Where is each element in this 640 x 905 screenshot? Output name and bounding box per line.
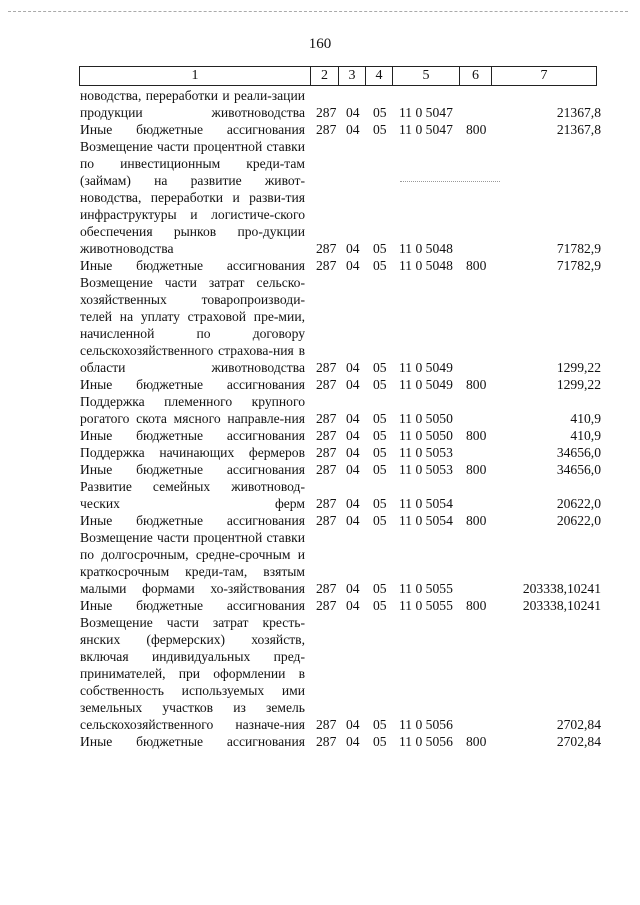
row-code-cs: 11 0 5055 <box>399 581 453 596</box>
row-code-rz: 04 <box>346 734 360 749</box>
table-row <box>80 614 610 733</box>
row-amount: 2702,84 <box>556 734 601 749</box>
row-code-rz: 04 <box>346 122 360 137</box>
row-description: Возмещение части затрат сельско-хозяйственных товаропроизводи-телей на уплату страховой пре-мии, начисленной по договору сельскохозяйственного страхова-ния в области животноводства <box>80 275 305 375</box>
row-code-rz: 04 <box>346 428 360 443</box>
header-col-1: 1 <box>80 67 311 86</box>
row-description: Иные бюджетные ассигнования <box>80 377 305 392</box>
table-row <box>80 597 610 614</box>
row-code-gr: 287 <box>316 445 337 460</box>
header-col-2: 2 <box>311 67 339 86</box>
row-description: Иные бюджетные ассигнования <box>80 258 305 273</box>
row-amount: 203338,10241 <box>522 581 601 596</box>
row-description: Иные бюджетные ассигнования <box>80 462 305 477</box>
row-code-pr: 05 <box>373 377 387 392</box>
table-row <box>80 274 610 376</box>
row-code-cs: 11 0 5050 <box>399 428 453 443</box>
row-amount: 1299,22 <box>556 360 601 375</box>
row-amount: 21367,8 <box>556 105 601 120</box>
row-code-pr: 05 <box>373 598 387 613</box>
scan-artifact-top <box>8 11 628 12</box>
row-code-rz: 04 <box>346 241 360 256</box>
row-code-rz: 04 <box>346 411 360 426</box>
page-number: 160 <box>308 36 332 52</box>
row-code-pr: 05 <box>373 581 387 596</box>
row-code-rz: 04 <box>346 105 360 120</box>
header-col-4: 4 <box>366 67 393 86</box>
row-code-cs: 11 0 5054 <box>399 496 453 511</box>
row-code-cs: 11 0 5056 <box>399 734 453 749</box>
row-code-cs: 11 0 5056 <box>399 717 453 732</box>
table-row <box>80 393 610 427</box>
row-code-cs: 11 0 5049 <box>399 360 453 375</box>
row-description: Возмещение части затрат кресть-янских (фермерских) хозяйств, включая индивидуальных пред-принимателей, при оформлении в собственность используемых ими земельных участков из земель сельскохозяйственного назначе-ния <box>80 615 305 732</box>
row-code-pr: 05 <box>373 496 387 511</box>
row-description: Возмещение части процентной ставки по долгосрочным, средне-срочным и краткосрочным креди-там, взятым малыми формами хо-зяйствования <box>80 530 305 596</box>
row-code-gr: 287 <box>316 581 337 596</box>
row-amount: 21367,8 <box>556 122 601 137</box>
header-col-7: 7 <box>492 67 597 86</box>
row-amount: 34656,0 <box>556 462 601 477</box>
row-code-vr: 800 <box>466 598 487 613</box>
row-code-pr: 05 <box>373 258 387 273</box>
row-code-gr: 287 <box>316 428 337 443</box>
row-code-pr: 05 <box>373 122 387 137</box>
row-code-gr: 287 <box>316 513 337 528</box>
row-code-cs: 11 0 5047 <box>399 105 453 120</box>
row-amount: 203338,10241 <box>522 598 601 613</box>
row-description: Поддержка племенного крупного рогатого скота мясного направле-ния <box>80 394 305 426</box>
table-row <box>80 376 610 393</box>
row-code-vr: 800 <box>466 428 487 443</box>
row-code-gr: 287 <box>316 598 337 613</box>
row-description: Иные бюджетные ассигнования <box>80 513 305 528</box>
row-code-gr: 287 <box>316 411 337 426</box>
row-description: новодства, переработки и реали-зации продукции животноводства <box>80 88 305 120</box>
row-code-rz: 04 <box>346 717 360 732</box>
row-code-gr: 287 <box>316 241 337 256</box>
row-code-rz: 04 <box>346 496 360 511</box>
row-code-vr: 800 <box>466 513 487 528</box>
table-row <box>80 733 610 750</box>
row-code-rz: 04 <box>346 360 360 375</box>
row-code-gr: 287 <box>316 717 337 732</box>
row-code-pr: 05 <box>373 411 387 426</box>
row-code-cs: 11 0 5053 <box>399 462 453 477</box>
row-code-cs: 11 0 5054 <box>399 513 453 528</box>
row-code-vr: 800 <box>466 462 487 477</box>
row-description: Развитие семейных животновод-ческих ферм <box>80 479 305 511</box>
row-code-pr: 05 <box>373 513 387 528</box>
scan-artifact-specks <box>400 181 500 184</box>
row-code-pr: 05 <box>373 717 387 732</box>
row-description: Иные бюджетные ассигнования <box>80 428 305 443</box>
row-code-cs: 11 0 5055 <box>399 598 453 613</box>
row-code-pr: 05 <box>373 445 387 460</box>
row-code-gr: 287 <box>316 462 337 477</box>
row-code-gr: 287 <box>316 258 337 273</box>
row-amount: 20622,0 <box>556 496 601 511</box>
row-code-cs: 11 0 5047 <box>399 122 453 137</box>
column-header-table <box>79 66 597 86</box>
row-code-rz: 04 <box>346 445 360 460</box>
row-code-cs: 11 0 5049 <box>399 377 453 392</box>
row-code-rz: 04 <box>346 513 360 528</box>
row-code-pr: 05 <box>373 241 387 256</box>
row-code-pr: 05 <box>373 360 387 375</box>
table-row <box>80 512 610 529</box>
header-col-6: 6 <box>460 67 492 86</box>
row-code-pr: 05 <box>373 462 387 477</box>
row-amount: 71782,9 <box>556 241 601 256</box>
row-description: Иные бюджетные ассигнования <box>80 734 305 749</box>
row-code-rz: 04 <box>346 258 360 273</box>
row-code-rz: 04 <box>346 598 360 613</box>
row-amount: 410,9 <box>570 428 601 443</box>
row-amount: 34656,0 <box>556 445 601 460</box>
row-code-gr: 287 <box>316 377 337 392</box>
row-code-vr: 800 <box>466 734 487 749</box>
row-code-pr: 05 <box>373 428 387 443</box>
table-row <box>80 529 610 597</box>
table-row <box>80 427 610 444</box>
row-amount: 2702,84 <box>556 717 601 732</box>
row-code-rz: 04 <box>346 462 360 477</box>
row-code-pr: 05 <box>373 734 387 749</box>
row-code-cs: 11 0 5048 <box>399 258 453 273</box>
header-col-3: 3 <box>339 67 366 86</box>
row-description: Иные бюджетные ассигнования <box>80 598 305 613</box>
row-amount: 1299,22 <box>556 377 601 392</box>
row-description: Иные бюджетные ассигнования <box>80 122 305 137</box>
row-code-pr: 05 <box>373 105 387 120</box>
row-code-gr: 287 <box>316 496 337 511</box>
table-row <box>80 461 610 478</box>
row-code-vr: 800 <box>466 122 487 137</box>
row-code-gr: 287 <box>316 734 337 749</box>
row-code-vr: 800 <box>466 258 487 273</box>
table-row <box>80 478 610 512</box>
row-amount: 410,9 <box>570 411 601 426</box>
row-code-cs: 11 0 5048 <box>399 241 453 256</box>
table-row <box>80 138 610 257</box>
row-code-rz: 04 <box>346 377 360 392</box>
row-code-gr: 287 <box>316 360 337 375</box>
row-amount: 20622,0 <box>556 513 601 528</box>
row-amount: 71782,9 <box>556 258 601 273</box>
table-row <box>80 87 610 121</box>
row-code-vr: 800 <box>466 377 487 392</box>
row-code-cs: 11 0 5053 <box>399 445 453 460</box>
table-row <box>80 257 610 274</box>
row-code-rz: 04 <box>346 581 360 596</box>
row-code-cs: 11 0 5050 <box>399 411 453 426</box>
table-row <box>80 121 610 138</box>
header-col-5: 5 <box>393 67 460 86</box>
budget-table-body <box>80 87 610 750</box>
table-row <box>80 444 610 461</box>
row-code-gr: 287 <box>316 122 337 137</box>
row-description: Поддержка начинающих фермеров <box>80 445 305 460</box>
row-code-gr: 287 <box>316 105 337 120</box>
row-description: Возмещение части процентной ставки по инвестиционным креди-там (займам) на развитие живот-новодства, переработки и разви-тия инфраструктуры и логистиче-ского обеспечения рынков про-дукции животноводства <box>80 139 305 256</box>
